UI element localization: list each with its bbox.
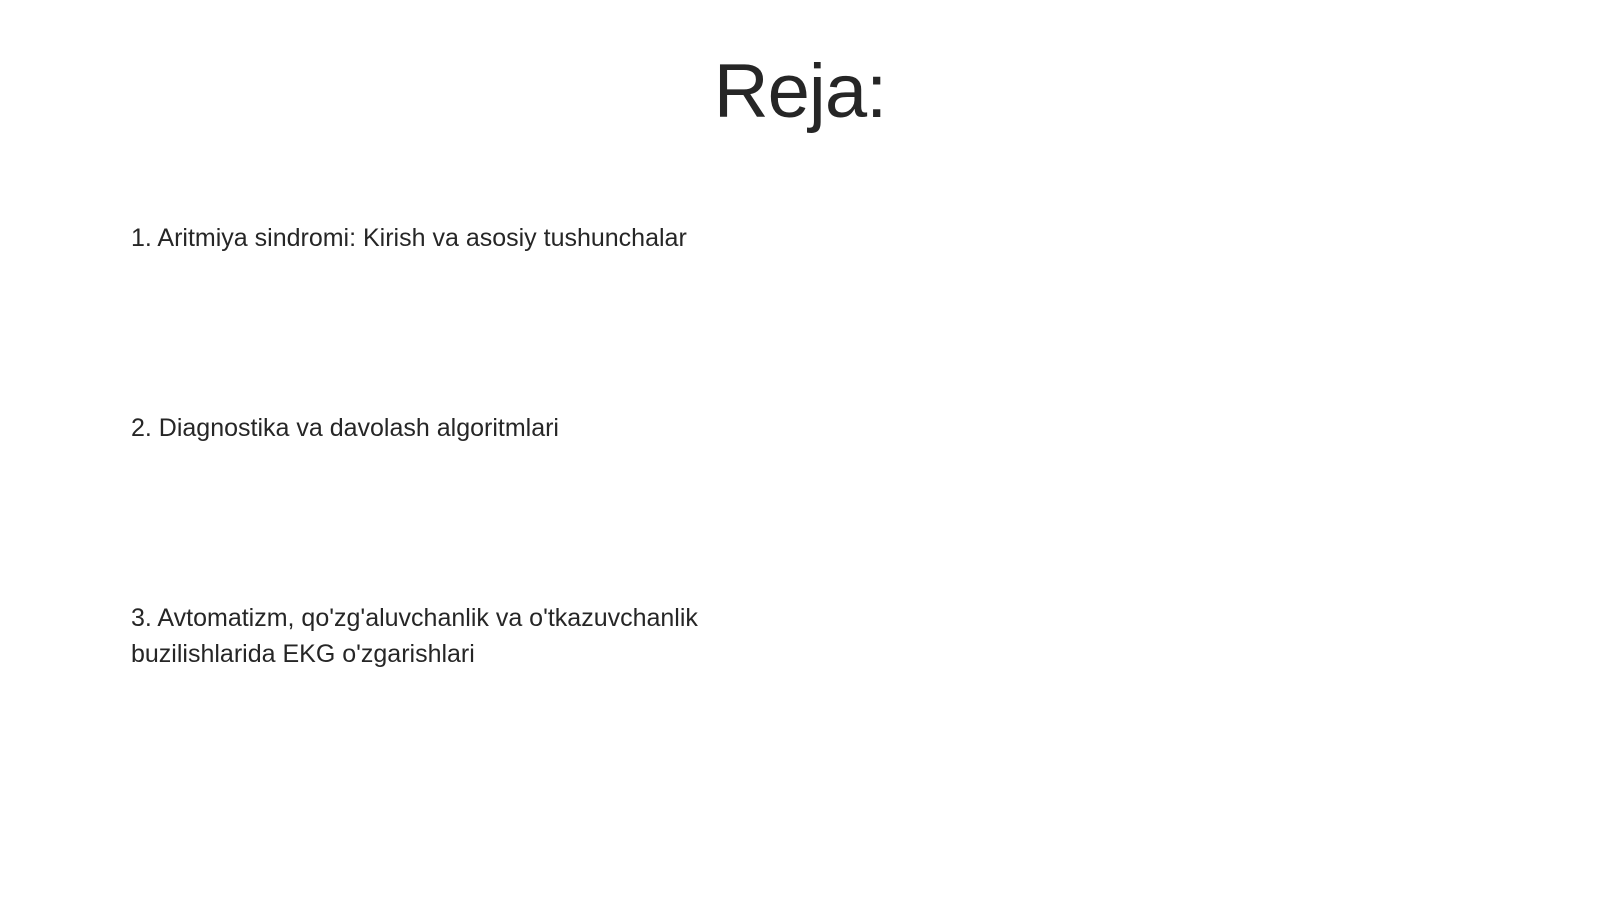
- plan-item-1: 1. Aritmiya sindromi: Kirish va asosiy tushunchalar: [131, 224, 687, 252]
- plan-item-3: 3. Avtomatizm, qo'zg'aluvchanlik va o'tkazuvchanlik buzilishlarida EKG o'zgarishlari: [131, 604, 698, 668]
- slide-title: Reja:: [713, 49, 887, 134]
- plan-item-2: 2. Diagnostika va davolash algoritmlari: [131, 414, 559, 442]
